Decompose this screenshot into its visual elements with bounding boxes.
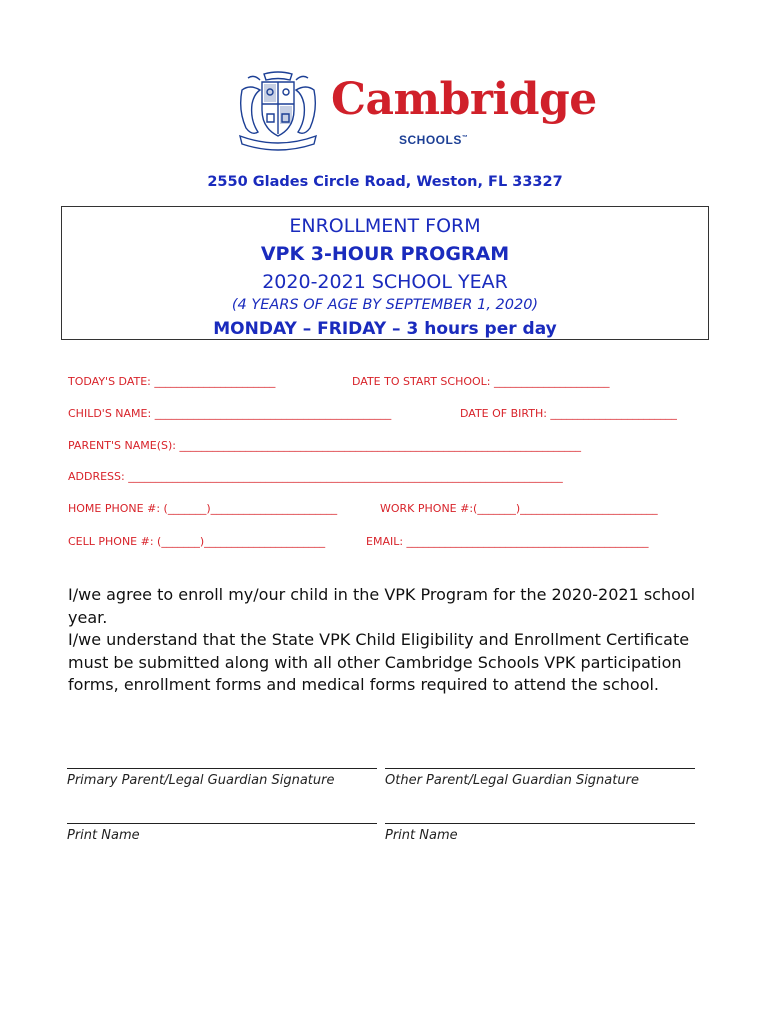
- form-title-box: [61, 206, 709, 340]
- address-field[interactable]: ADDRESS: _______________________________________________________________________________: [68, 470, 563, 483]
- start-date-field[interactable]: DATE TO START SCHOOL: _____________________: [352, 375, 610, 388]
- primary-signature-label: Primary Parent/Legal Guardian Signature: [67, 773, 335, 788]
- parent-name-field[interactable]: PARENT'S NAME(S): _________________________________________________________________________: [68, 439, 581, 452]
- schedule: MONDAY – FRIDAY – 3 hours per day: [213, 319, 557, 339]
- work-phone-field[interactable]: WORK PHONE #:(_______)_________________________: [380, 502, 658, 515]
- agreement-paragraph-2: I/we understand that the State VPK Child Eligibility and Enrollment Certificate must be submitted along with all other Cambridge Schools VPK participation forms, enrollment forms and medical forms required to attend the school.: [68, 630, 690, 694]
- todays-date-field[interactable]: TODAY'S DATE: ______________________: [68, 375, 276, 388]
- age-requirement: (4 YEARS OF AGE BY SEPTEMBER 1, 2020): [231, 297, 539, 313]
- print-name-label-1: Print Name: [67, 828, 140, 843]
- agreement-paragraph-1: I/we agree to enroll my/our child in the VPK Program for the 2020-2021 school year.: [68, 585, 696, 627]
- home-phone-field[interactable]: HOME PHONE #: (_______)_______________________: [68, 502, 338, 515]
- cell-phone-field[interactable]: CELL PHONE #: (_______)______________________: [68, 535, 326, 548]
- agreement-text: [68, 584, 708, 697]
- primary-signature-line[interactable]: [67, 768, 377, 769]
- other-signature-label: Other Parent/Legal Guardian Signature: [385, 773, 639, 788]
- logo-subtitle: SCHOOLS™: [399, 133, 469, 147]
- school-address: 2550 Glades Circle Road, Weston, FL 33327: [207, 174, 563, 190]
- child-name-field[interactable]: CHILD'S NAME: ___________________________________________: [68, 407, 392, 420]
- print-name-label-2: Print Name: [385, 828, 458, 843]
- print-name-line-2[interactable]: [385, 823, 695, 824]
- program-title: VPK 3-HOUR PROGRAM: [260, 243, 510, 265]
- school-year: 2020-2021 SCHOOL YEAR: [262, 271, 508, 293]
- birth-date-field[interactable]: DATE OF BIRTH: _______________________: [460, 407, 677, 420]
- logo-wordmark: Cambridge: [331, 74, 597, 125]
- other-signature-line[interactable]: [385, 768, 695, 769]
- print-name-line-1[interactable]: [67, 823, 377, 824]
- form-title: ENROLLMENT FORM: [289, 215, 481, 237]
- school-logo: [234, 70, 597, 154]
- school-crest-icon: [234, 70, 322, 154]
- email-field[interactable]: EMAIL: ____________________________________________: [366, 535, 649, 548]
